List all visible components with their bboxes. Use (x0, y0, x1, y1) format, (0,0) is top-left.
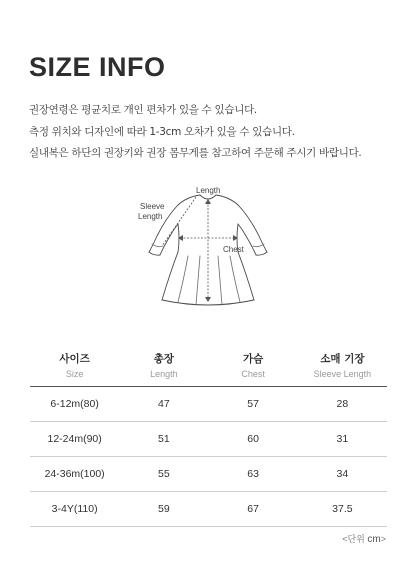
cell-size: 24-36m(100) (44, 468, 105, 480)
sleeve-length-label-1: Sleeve (140, 202, 165, 211)
table-row (30, 457, 387, 492)
cell-chest: 60 (247, 433, 259, 445)
cell-length: 59 (158, 503, 170, 515)
cell-size: 6-12m(80) (50, 398, 99, 410)
cell-sleeve: 34 (336, 468, 349, 480)
table-row (30, 422, 387, 457)
table-row (30, 492, 387, 527)
page-title: SIZE INFO (29, 52, 166, 82)
sleeve-length-label-2: Length (138, 212, 163, 221)
header-chest: 가슴 Chest (241, 353, 265, 379)
notes (29, 104, 399, 169)
cell-length: 47 (158, 398, 170, 410)
garment-diagram (0, 178, 416, 318)
cell-chest: 67 (247, 503, 259, 515)
unit-note: <단위 cm> (342, 534, 386, 545)
table-row (30, 387, 387, 422)
cell-length: 51 (158, 433, 170, 445)
header-size: 사이즈 Size (59, 353, 90, 379)
length-label: Length (196, 186, 221, 195)
cell-sleeve: 28 (336, 398, 349, 410)
cell-chest: 63 (247, 468, 259, 480)
header-length: 총장 Length (150, 353, 178, 379)
cell-size: 12-24m(90) (47, 433, 102, 445)
cell-chest: 57 (247, 398, 259, 410)
chest-label: Chest (223, 245, 244, 254)
size-table (30, 350, 387, 527)
note-tolerance: 측정 위치와 디자인에 따라 1-3cm 오차가 있을 수 있습니다. (29, 125, 295, 138)
note-age: 권장연령은 평균치로 개인 편차가 있을 수 있습니다. (29, 104, 257, 116)
cell-sleeve: 37.5 (332, 503, 353, 515)
cell-length: 55 (158, 468, 170, 480)
note-order: 실내복은 하단의 권장키와 권장 몸무게를 참고하여 주문해 주시기 바랍니다. (29, 147, 362, 159)
header-sleeve-length: 소매 기장 Sleeve Length (313, 353, 372, 379)
cell-sleeve: 31 (336, 433, 349, 445)
table-header (30, 350, 387, 386)
dress-illustration (0, 178, 416, 318)
cell-size: 3-4Y(110) (51, 503, 98, 515)
